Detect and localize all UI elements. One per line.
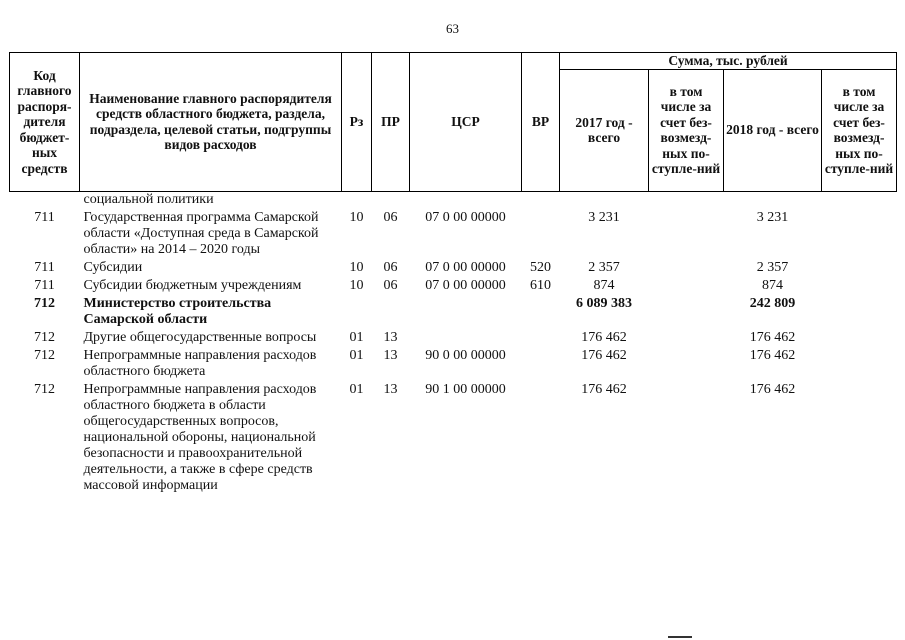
cell-2017-total: 874 <box>593 277 615 293</box>
cell-2018-free <box>822 294 897 328</box>
cell-pr: 13 <box>383 347 398 363</box>
cell-2018-total: 874 <box>762 277 783 293</box>
cell-2017-free <box>649 294 724 328</box>
header-pr: ПР <box>372 53 410 192</box>
cell-2017-total: 176 462 <box>581 329 627 345</box>
cell-rz: 10 <box>349 209 364 225</box>
continuation-row <box>10 191 897 208</box>
cell-2018-free <box>822 346 897 380</box>
cell-rz <box>342 294 372 328</box>
cell-2017-free <box>649 380 724 494</box>
cell-csr: 07 0 00 00000 <box>425 277 506 293</box>
cell-2018-free <box>822 328 897 346</box>
cell-name: Субсидии бюджетным учреждениям <box>83 277 302 293</box>
cell-code: 712 <box>34 347 55 363</box>
cell-2018-total: 3 231 <box>756 209 789 225</box>
cell-2018-free <box>822 208 897 258</box>
cell-2017-total: 6 089 383 <box>576 295 632 311</box>
cell-rz: 01 <box>349 347 364 363</box>
cell-name: Другие общегосударственные вопросы <box>83 329 317 345</box>
table-row <box>10 276 897 294</box>
cell-pr: 06 <box>383 277 398 293</box>
cell-vr <box>522 208 560 258</box>
cell-rz: 01 <box>349 329 364 345</box>
cell-2018-total: 242 809 <box>749 295 796 311</box>
cell-2018-free <box>822 380 897 494</box>
cell-2018-free <box>822 258 897 276</box>
table-row <box>10 208 897 258</box>
cell-vr: 520 <box>530 259 551 275</box>
cell-2017-free <box>649 346 724 380</box>
cell-2018-total: 176 462 <box>749 329 796 345</box>
cell-pr: 06 <box>383 209 398 225</box>
page-number: 63 <box>446 21 459 36</box>
header-2017-total: 2017 год - всего <box>560 69 649 191</box>
header-name: Наименование главного распорядителя средств областного бюджета, раздела, подраздела, целевой статьи, подгруппы видов расходов <box>80 53 342 192</box>
cell-code: 711 <box>34 209 55 225</box>
cell-name: Министерство строительства Самарской области <box>83 295 272 327</box>
cell-csr <box>410 294 522 328</box>
cell-rz: 10 <box>349 259 364 275</box>
cell-2018-free <box>822 276 897 294</box>
cell-name: Непрограммные направления расходов областного бюджета <box>83 347 317 379</box>
cell-2017-total: 2 357 <box>588 259 620 275</box>
cell-vr <box>522 294 560 328</box>
cell-vr <box>522 328 560 346</box>
table-row <box>10 380 897 494</box>
cell-code: 711 <box>34 277 55 293</box>
cell-rz: 10 <box>349 277 364 293</box>
cell-pr: 13 <box>383 329 398 345</box>
scan-mark <box>668 636 692 638</box>
cell-csr: 07 0 00 00000 <box>425 259 506 275</box>
cell-vr: 610 <box>530 277 551 293</box>
cell-rz: 01 <box>349 381 364 397</box>
cell-2017-free <box>649 208 724 258</box>
cell-name: Субсидии <box>83 259 143 275</box>
cell-code: 711 <box>34 259 55 275</box>
cell-csr: 90 1 00 00000 <box>425 381 506 397</box>
cell-csr: 90 0 00 00000 <box>425 347 506 363</box>
cell-name: Государственная программа Самарской области «Доступная среда в Самарской области» на 2014 – 2020 годы <box>83 209 319 257</box>
cell-2018-total: 176 462 <box>749 347 796 363</box>
cell-vr <box>522 346 560 380</box>
header-vr: ВР <box>522 53 560 192</box>
budget-table <box>9 52 897 494</box>
cell-2017-free <box>649 328 724 346</box>
cell-2017-total: 176 462 <box>581 381 627 397</box>
cell-2017-total: 176 462 <box>581 347 627 363</box>
cell-name: Непрограммные направления расходов областного бюджета в области общегосударственных вопросов, национальной обороны, национальной безопасности и правоохранительной деятельности, а также в сфере средств массовой информации <box>83 381 317 493</box>
header-code: Код главного распоря-дителя бюджет-ных средств <box>10 53 80 192</box>
table-row <box>10 328 897 346</box>
cell-pr <box>372 294 410 328</box>
cell-pr: 13 <box>383 381 398 397</box>
cell-vr <box>522 380 560 494</box>
table-row <box>10 346 897 380</box>
continuation-text: социальной политики <box>83 191 214 207</box>
cell-code: 712 <box>34 295 55 311</box>
cell-csr <box>410 328 522 346</box>
table-row <box>10 258 897 276</box>
cell-csr: 07 0 00 00000 <box>425 209 506 225</box>
cell-2018-total: 2 357 <box>756 259 789 275</box>
cell-pr: 06 <box>383 259 398 275</box>
cell-code: 712 <box>34 381 55 397</box>
cell-2017-total: 3 231 <box>588 209 620 225</box>
cell-code: 712 <box>34 329 55 345</box>
header-sum-group: Сумма, тыс. рублей <box>560 53 897 70</box>
header-2017-free: в том числе за счет без-возмезд-ных по-ступле-ний <box>649 69 724 191</box>
header-csr: ЦСР <box>410 53 522 192</box>
table-row <box>10 294 897 328</box>
cell-2017-free <box>649 276 724 294</box>
cell-2018-total: 176 462 <box>749 381 796 397</box>
header-rz: Рз <box>342 53 372 192</box>
cell-2017-free <box>649 258 724 276</box>
header-2018-free: в том числе за счет без-возмезд-ных по-ступле-ний <box>822 69 897 191</box>
header-2018-total: 2018 год - всего <box>724 69 822 191</box>
